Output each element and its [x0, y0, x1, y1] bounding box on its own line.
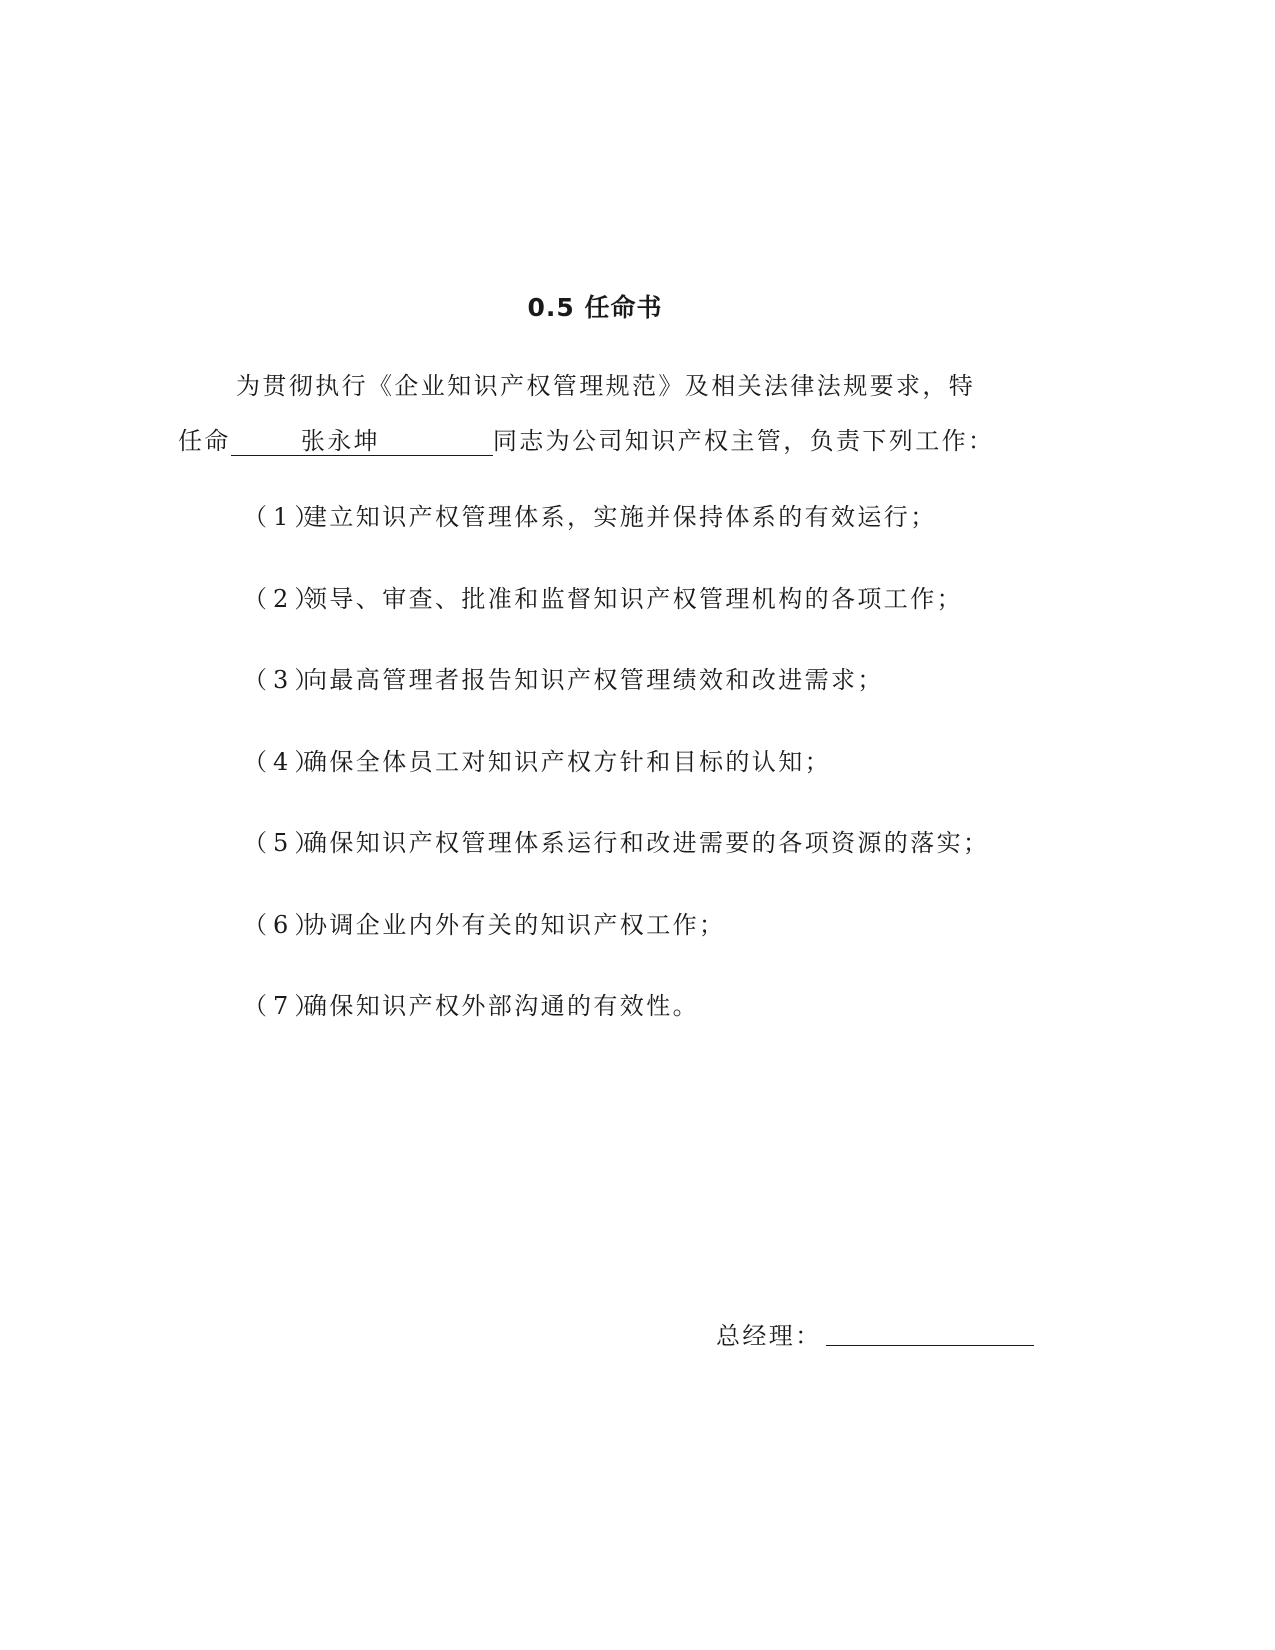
duty-text: 协调企业内外有关的知识产权工作； [303, 910, 726, 939]
duty-number: （2） [243, 584, 325, 613]
duty-text: 领导、审查、批准和监督知识产权管理机构的各项工作； [303, 584, 963, 613]
duty-item [243, 663, 989, 745]
duty-item [243, 989, 989, 1071]
signature-line [826, 1345, 1034, 1346]
duty-text: 确保知识产权管理体系运行和改进需要的各项资源的落实； [303, 829, 990, 857]
duty-number: （7） [243, 992, 325, 1020]
intro-suffix: 同志为公司知识产权主管，负责下列工作： [492, 427, 995, 455]
duty-text: 确保知识产权外部沟通的有效性。 [303, 992, 699, 1020]
intro-line-1: 为贯彻执行《企业知识产权管理规范》及相关法律法规要求，特 [236, 372, 976, 400]
duty-item [243, 826, 989, 908]
intro-line-2 [178, 421, 994, 456]
duty-number: （3） [243, 666, 325, 694]
duty-text: 确保全体员工对知识产权方针和目标的认知； [303, 747, 831, 776]
duty-text: 建立知识产权管理体系，实施并保持体系的有效运行； [303, 503, 937, 531]
duty-number: （4） [243, 747, 325, 776]
signature-label: 总经理： [716, 1322, 822, 1350]
duty-item [243, 745, 989, 827]
duties-list [243, 500, 989, 1071]
intro-prefix: 任命 [178, 427, 231, 455]
page-title: 0.5 任命书 [527, 293, 663, 322]
duty-number: （1） [243, 503, 325, 531]
duty-item [243, 582, 989, 664]
duty-text: 向最高管理者报告知识产权管理绩效和改进需求； [303, 666, 884, 694]
duty-item [243, 500, 989, 582]
duty-number: （5） [243, 829, 325, 857]
duty-number: （6） [243, 910, 325, 939]
duty-item [243, 908, 989, 990]
appointee-name: 张永坤 [231, 427, 493, 456]
